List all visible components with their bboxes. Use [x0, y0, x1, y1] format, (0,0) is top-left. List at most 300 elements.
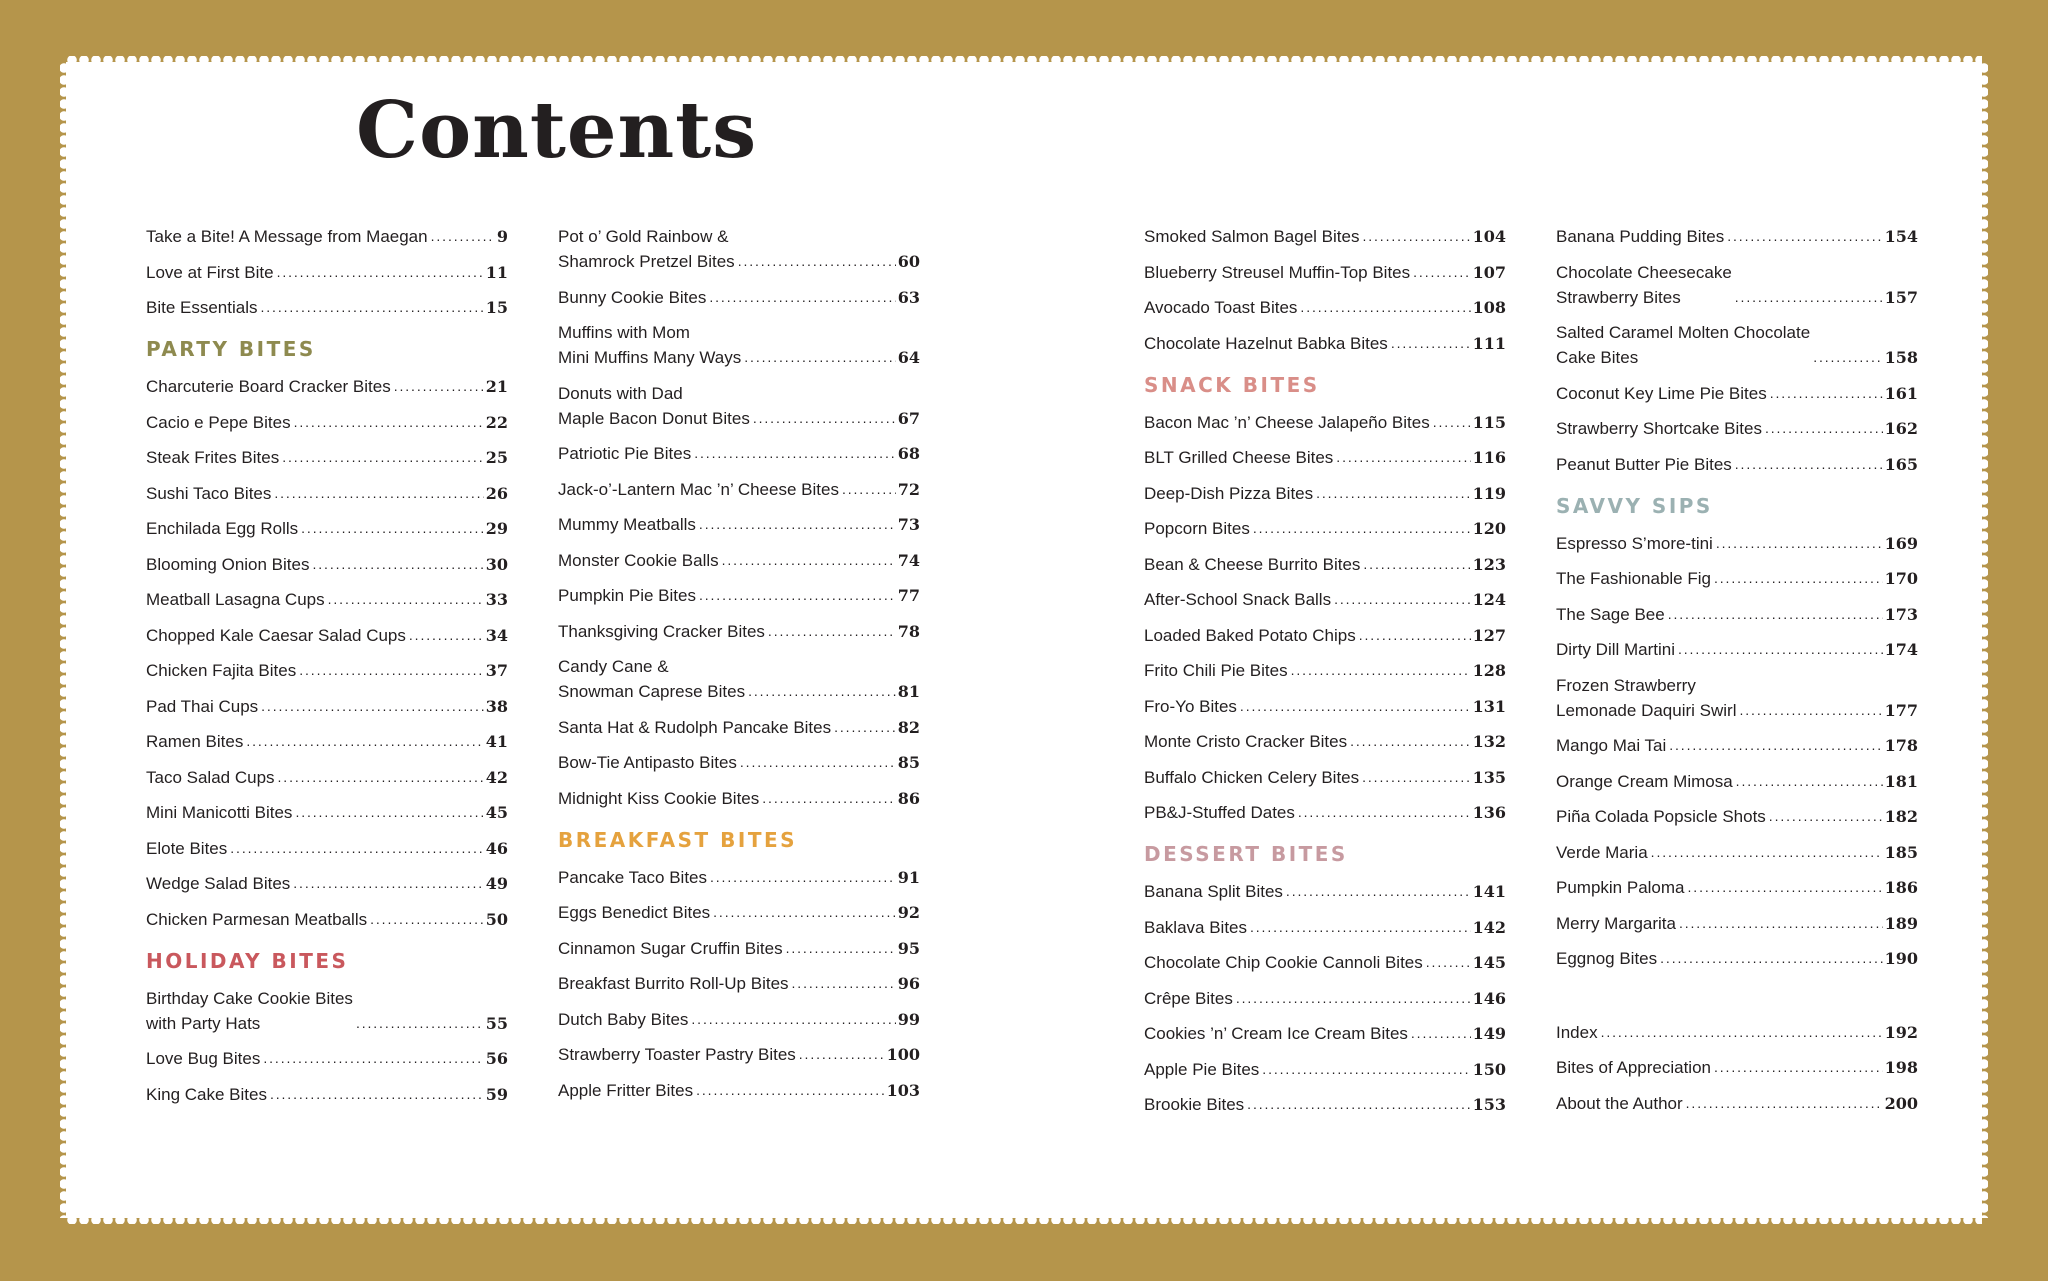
toc-entry-title	[1556, 416, 1762, 441]
toc-entry	[1144, 516, 1506, 541]
dot-leader	[842, 477, 896, 502]
toc-column-2	[558, 224, 920, 1113]
toc-entry-title-line: Wedge Salad Bites	[146, 874, 291, 893]
toc-entry-title	[558, 619, 765, 644]
toc-group-back-matter	[1556, 1020, 1918, 1116]
toc-entry-title	[558, 1078, 693, 1103]
toc-entry-page-number: 108	[1472, 298, 1506, 317]
toc-entry-title-line: Snowman Caprese Bites	[558, 682, 746, 701]
toc-entry	[1556, 602, 1918, 627]
toc-entry	[1144, 1057, 1506, 1082]
toc-entry-page-number: 141	[1472, 882, 1506, 901]
toc-entry	[558, 320, 920, 370]
toc-entry-title	[558, 900, 710, 925]
toc-entry-page-number: 107	[1472, 262, 1506, 282]
toc-entry-title	[1556, 875, 1685, 900]
toc-entry	[1144, 331, 1506, 356]
toc-entry-title-line: Elote Bites	[146, 838, 228, 858]
toc-entry	[558, 619, 920, 644]
toc-entry-title	[1144, 410, 1430, 435]
dot-leader	[1300, 295, 1470, 320]
toc-entry-page-number: 85	[897, 753, 920, 772]
toc-entry-title-line: Mango Mai Tai	[1556, 736, 1667, 755]
toc-entry-title	[146, 765, 275, 790]
toc-entry	[558, 477, 920, 502]
dot-leader	[261, 295, 484, 320]
toc-entry-page-number: 186	[1884, 878, 1918, 897]
dot-leader	[293, 871, 483, 896]
toc-entry-page-number: 45	[485, 803, 508, 822]
toc-entry-title-line: Frozen Strawberry	[1556, 675, 1696, 695]
dot-leader	[1735, 285, 1883, 310]
toc-entry	[146, 374, 508, 399]
toc-entry-title-line: Muffins with Mom	[558, 323, 690, 342]
toc-column-1	[146, 224, 508, 1117]
toc-entry	[146, 445, 508, 470]
toc-entry-page-number: 33	[485, 590, 508, 609]
toc-entry-title-line: Pumpkin Paloma	[1556, 878, 1685, 897]
dot-leader	[799, 1042, 885, 1067]
toc-entry-title-line: Cacio e Pepe Bites	[146, 412, 291, 432]
toc-group-snack	[1144, 410, 1506, 826]
toc-entry-title-line: Blueberry Streusel Muffin-Top Bites	[1144, 262, 1411, 282]
toc-entry-title	[1144, 516, 1250, 541]
section-heading-snack-bites: SNACK BITES	[1144, 372, 1320, 397]
dot-leader	[1688, 875, 1883, 900]
toc-entry-title-line: Coconut Key Lime Pie Bites	[1556, 383, 1767, 403]
toc-entry	[146, 295, 508, 320]
toc-entry	[1144, 1092, 1506, 1117]
toc-entry-title	[558, 786, 759, 811]
toc-entry-title	[1556, 452, 1732, 477]
dot-leader	[328, 587, 484, 612]
toc-entry-title	[558, 971, 789, 996]
toc-entry-title-line: Birthday Cake Cookie Bites	[146, 988, 353, 1008]
toc-entry-page-number: 72	[897, 479, 920, 499]
toc-entry	[1556, 531, 1918, 556]
toc-entry	[1556, 381, 1918, 406]
toc-entry	[558, 971, 920, 996]
toc-entry-title-line: Avocado Toast Bites	[1144, 298, 1298, 317]
toc-entry-title-line: Cinnamon Sugar Cruffin Bites	[558, 938, 783, 958]
toc-entry-page-number: 182	[1884, 807, 1918, 826]
toc-entry	[558, 715, 920, 740]
toc-entry	[1144, 224, 1506, 249]
toc-entry	[558, 900, 920, 925]
toc-entry-title-line: Bunny Cookie Bites	[558, 287, 707, 307]
toc-entry-title	[1144, 729, 1347, 754]
toc-entry	[1144, 915, 1506, 940]
toc-entry-title-line: Bite Essentials	[146, 298, 258, 317]
dot-leader	[1247, 1092, 1470, 1117]
toc-entry-page-number: 63	[897, 287, 920, 307]
toc-entry-title-line: King Cake Bites	[146, 1084, 267, 1104]
toc-group-sips	[1556, 531, 1918, 972]
toc-group-holiday-cont	[558, 224, 920, 811]
toc-entry-title	[146, 445, 279, 470]
toc-entry-title	[146, 623, 406, 648]
toc-entry	[558, 654, 920, 704]
dot-leader	[744, 345, 895, 370]
toc-entry-title-line: Monster Cookie Balls	[558, 550, 719, 570]
toc-entry-title	[1144, 950, 1423, 975]
toc-entry-title	[1144, 658, 1288, 683]
toc-entry-page-number: 111	[1472, 333, 1506, 353]
toc-entry-title-line: Apple Fritter Bites	[558, 1080, 694, 1100]
toc-entry	[146, 410, 508, 435]
toc-entry-page-number: 25	[485, 448, 508, 467]
dot-leader	[1679, 911, 1883, 936]
toc-entry-title-line: Fro-Yo Bites	[1144, 696, 1237, 716]
dot-leader	[301, 516, 484, 541]
toc-entry-title	[146, 224, 428, 249]
toc-entry-title-line: Mummy Meatballs	[558, 515, 696, 534]
toc-entry	[1556, 637, 1918, 662]
dot-leader	[834, 715, 896, 740]
toc-entry-title	[558, 441, 691, 466]
dot-leader	[1336, 445, 1470, 470]
toc-entry-title	[558, 936, 783, 961]
toc-entry-title	[146, 986, 353, 1036]
toc-entry-title-line: Crêpe Bites	[1144, 988, 1233, 1008]
section-spacer	[1556, 982, 1918, 1020]
scalloped-edge-top	[66, 56, 1982, 64]
toc-entry-page-number: 29	[485, 519, 508, 538]
toc-entry-title-line: Blooming Onion Bites	[146, 554, 310, 574]
toc-entry	[146, 907, 508, 932]
toc-entry-page-number: 149	[1472, 1024, 1506, 1043]
dot-leader	[1770, 381, 1883, 406]
toc-entry-title-line: Meatball Lasagna Cups	[146, 590, 325, 609]
dot-leader	[1240, 694, 1471, 719]
toc-entry-title-line: After-School Snack Balls	[1144, 590, 1332, 609]
toc-entry-title	[146, 658, 296, 683]
dot-leader	[786, 936, 896, 961]
toc-entry-title-line: Chicken Parmesan Meatballs	[146, 909, 368, 929]
toc-entry	[1144, 800, 1506, 825]
toc-entry-title	[558, 224, 735, 274]
toc-entry-page-number: 146	[1472, 988, 1506, 1008]
toc-entry-title-line: Take a Bite! A Message from Maegan	[146, 227, 428, 246]
dot-leader	[1391, 331, 1471, 356]
toc-group-party	[146, 374, 508, 932]
toc-entry-title-line: Merry Margarita	[1556, 913, 1676, 933]
toc-entry-page-number: 115	[1472, 412, 1506, 432]
toc-entry-title-line: Banana Pudding Bites	[1556, 227, 1725, 246]
section-heading-holiday-bites: HOLIDAY BITES	[146, 948, 349, 973]
dot-leader	[1363, 552, 1470, 577]
toc-entry	[558, 583, 920, 608]
toc-group-dessert	[1144, 879, 1506, 1117]
dot-leader	[230, 836, 483, 861]
toc-entry-title-line: Bow-Tie Antipasto Bites	[558, 753, 737, 772]
toc-column-4	[1556, 224, 1918, 1126]
toc-group-breakfast-cont	[1144, 224, 1506, 356]
dot-leader	[246, 729, 483, 754]
toc-entry	[1556, 224, 1918, 249]
toc-entry-title	[1556, 224, 1724, 249]
toc-entry-title	[1556, 1091, 1683, 1116]
toc-entry-page-number: 104	[1472, 227, 1506, 246]
toc-entry-page-number: 200	[1884, 1093, 1918, 1113]
toc-entry-title-line: Cake Bites	[1556, 348, 1639, 367]
toc-entry-page-number: 154	[1884, 227, 1918, 246]
toc-entry	[146, 658, 508, 683]
toc-entry-title	[1144, 1092, 1244, 1117]
toc-entry	[1556, 840, 1918, 865]
dot-leader	[1411, 1021, 1471, 1046]
dot-leader	[1413, 260, 1470, 285]
toc-entry-title-line: Maple Bacon Donut Bites	[558, 408, 750, 428]
toc-entry-title	[146, 694, 258, 719]
toc-entry-title	[558, 583, 696, 608]
toc-entry-title-line: Smoked Salmon Bagel Bites	[1144, 227, 1360, 246]
toc-entry	[1556, 260, 1918, 310]
toc-entry-title	[558, 865, 707, 890]
toc-entry-page-number: 192	[1884, 1022, 1918, 1042]
toc-entry-page-number: 73	[897, 515, 920, 534]
toc-entry	[146, 552, 508, 577]
toc-entry	[1144, 694, 1506, 719]
toc-entry-title	[1144, 587, 1331, 612]
toc-entry-page-number: 55	[485, 1013, 508, 1033]
toc-entry-title	[146, 295, 258, 320]
toc-entry-title-line: Strawberry Bites	[1556, 287, 1681, 307]
toc-entry-title-line: Dutch Baby Bites	[558, 1009, 689, 1029]
toc-entry-title-line: PB&J-Stuffed Dates	[1144, 803, 1295, 822]
toc-entry	[1144, 295, 1506, 320]
toc-entry-title-line: Santa Hat & Rudolph Pancake Bites	[558, 717, 832, 737]
toc-entry-title	[1144, 445, 1333, 470]
toc-entry	[146, 986, 508, 1036]
toc-entry-page-number: 120	[1472, 519, 1506, 538]
toc-entry-page-number: 124	[1472, 590, 1506, 609]
toc-entry-page-number: 145	[1472, 953, 1506, 972]
toc-entry-title	[1144, 986, 1233, 1011]
toc-entry	[1144, 552, 1506, 577]
toc-entry	[1144, 729, 1506, 754]
toc-entry-title-line: Popcorn Bites	[1144, 519, 1250, 538]
toc-entry-page-number: 92	[897, 903, 920, 922]
toc-entry	[1144, 950, 1506, 975]
toc-entry	[146, 481, 508, 506]
toc-entry-title-line: Buffalo Chicken Celery Bites	[1144, 767, 1360, 787]
dot-leader	[1660, 946, 1882, 971]
toc-entry-title-line: Pancake Taco Bites	[558, 867, 707, 887]
section-heading-breakfast-bites: BREAKFAST BITES	[558, 827, 798, 852]
toc-entry-title-line: Deep-Dish Pizza Bites	[1144, 483, 1314, 503]
dot-leader	[1250, 915, 1471, 940]
toc-entry-page-number: 22	[485, 412, 508, 432]
dot-leader	[1362, 224, 1470, 249]
toc-entry-title-line: Cookies ’n’ Cream Ice Cream Bites	[1144, 1024, 1408, 1043]
toc-entry-page-number: 68	[897, 444, 920, 463]
toc-entry-page-number: 9	[496, 227, 508, 246]
toc-entry	[1556, 1020, 1918, 1045]
toc-entry-title	[1144, 331, 1388, 356]
toc-entry-title-line: Chocolate Cheesecake	[1556, 262, 1732, 282]
toc-entry-title-line: Strawberry Shortcake Bites	[1556, 419, 1762, 438]
dot-leader	[699, 512, 896, 537]
toc-entry-title-line: Loaded Baked Potato Chips	[1144, 625, 1356, 645]
toc-entry-page-number: 38	[485, 696, 508, 716]
dot-leader	[1668, 602, 1883, 627]
toc-entry-page-number: 74	[897, 550, 920, 570]
dot-leader	[1765, 416, 1883, 441]
dot-leader	[263, 1046, 483, 1071]
toc-entry-title	[1556, 566, 1711, 591]
toc-entry-title-line: Chocolate Hazelnut Babka Bites	[1144, 333, 1388, 353]
toc-entry-title-line: Chocolate Chip Cookie Cannoli Bites	[1144, 953, 1423, 972]
dot-leader	[1735, 452, 1883, 477]
toc-entry	[558, 285, 920, 310]
toc-entry	[1556, 733, 1918, 758]
dot-leader	[294, 410, 484, 435]
toc-entry-title	[1556, 602, 1665, 627]
dot-leader	[694, 441, 896, 466]
toc-entry-title	[558, 1007, 688, 1032]
toc-entry	[146, 729, 508, 754]
dot-leader	[768, 619, 896, 644]
dot-leader	[282, 445, 484, 470]
toc-entry	[1556, 804, 1918, 829]
toc-entry	[1556, 875, 1918, 900]
dot-leader	[1262, 1057, 1470, 1082]
toc-entry	[1144, 587, 1506, 612]
toc-entry-page-number: 96	[897, 974, 920, 993]
toc-entry-page-number: 169	[1884, 533, 1918, 553]
toc-entry-title-line: Brookie Bites	[1144, 1095, 1245, 1114]
toc-entry-title	[146, 1082, 267, 1107]
toc-entry	[1144, 765, 1506, 790]
dot-leader	[370, 907, 484, 932]
dot-leader	[1714, 1055, 1883, 1080]
dot-leader	[696, 1078, 884, 1103]
toc-entry	[1144, 658, 1506, 683]
toc-entry-page-number: 198	[1884, 1058, 1918, 1077]
toc-entry-page-number: 86	[897, 788, 920, 808]
toc-entry-title	[1556, 911, 1676, 936]
toc-entry	[558, 1042, 920, 1067]
dot-leader	[699, 583, 896, 608]
toc-entry-title-line: Orange Cream Mimosa	[1556, 771, 1733, 791]
toc-entry-title	[1144, 879, 1283, 904]
toc-entry-title-line: Verde Maria	[1556, 842, 1648, 862]
toc-entry-title-line: Bites of Appreciation	[1556, 1058, 1711, 1077]
toc-entry-title	[1144, 224, 1359, 249]
toc-entry-page-number: 162	[1884, 419, 1918, 438]
toc-entry-page-number: 100	[886, 1045, 920, 1064]
toc-entry-title	[1144, 765, 1359, 790]
toc-entry	[558, 1078, 920, 1103]
page-title: Contents	[356, 85, 758, 176]
toc-entry-page-number: 81	[897, 682, 920, 701]
toc-entry	[146, 871, 508, 896]
toc-entry-title	[558, 477, 839, 502]
toc-entry-page-number: 116	[1472, 448, 1506, 467]
toc-entry-page-number: 26	[485, 483, 508, 503]
toc-entry	[558, 441, 920, 466]
toc-entry-title-line: Eggs Benedict Bites	[558, 903, 711, 922]
toc-entry-title-line: Ramen Bites	[146, 732, 244, 751]
toc-entry-page-number: 11	[485, 262, 508, 282]
toc-entry-page-number: 95	[897, 938, 920, 958]
toc-entry-page-number: 50	[485, 909, 508, 929]
dot-leader	[709, 285, 895, 310]
toc-entry-title-line: The Fashionable Fig	[1556, 569, 1711, 588]
toc-entry-title	[1144, 915, 1247, 940]
toc-entry-title-line: Apple Pie Bites	[1144, 1059, 1260, 1079]
toc-entry-title	[558, 750, 737, 775]
toc-entry-title	[558, 512, 696, 537]
toc-entry-page-number: 177	[1884, 700, 1918, 720]
toc-entry	[146, 623, 508, 648]
toc-entry-title-line: Patriotic Pie Bites	[558, 444, 692, 463]
toc-entry	[146, 260, 508, 285]
toc-entry	[1144, 1021, 1506, 1046]
dot-leader	[1433, 410, 1471, 435]
toc-entry-title-line: Lemonade Daquiri Swirl	[1556, 700, 1737, 720]
toc-entry-page-number: 127	[1472, 625, 1506, 645]
dot-leader	[1291, 658, 1471, 683]
toc-entry-title	[558, 654, 745, 704]
toc-entry-title	[146, 410, 291, 435]
toc-entry-title-line: Chicken Fajita Bites	[146, 661, 297, 680]
toc-column-3	[1144, 224, 1506, 1128]
toc-entry-title-line: Love Bug Bites	[146, 1049, 261, 1068]
toc-entry	[558, 224, 920, 274]
toc-entry	[1556, 566, 1918, 591]
scalloped-edge-right	[1980, 62, 1988, 1218]
dot-leader	[278, 765, 484, 790]
dot-leader	[277, 260, 484, 285]
dot-leader	[1601, 1020, 1883, 1045]
toc-entry	[1556, 946, 1918, 971]
toc-entry-title-line: Shamrock Pretzel Bites	[558, 252, 735, 271]
toc-entry-title-line: Taco Salad Cups	[146, 767, 275, 787]
toc-entry-title	[1556, 769, 1733, 794]
dot-leader	[299, 658, 484, 683]
toc-entry-page-number: 103	[886, 1080, 920, 1100]
toc-entry	[146, 1046, 508, 1071]
dot-leader	[261, 694, 484, 719]
toc-entry-title	[146, 907, 367, 932]
toc-entry-title	[558, 715, 831, 740]
dot-leader	[1716, 531, 1883, 556]
toc-entry	[146, 1082, 508, 1107]
toc-entry-title-line: Chopped Kale Caesar Salad Cups	[146, 625, 406, 645]
toc-entry-page-number: 49	[485, 874, 508, 893]
toc-entry-title	[1556, 637, 1675, 662]
dot-leader	[409, 623, 484, 648]
toc-entry	[558, 750, 920, 775]
toc-group-holiday	[146, 986, 508, 1107]
toc-entry-title	[1556, 320, 1810, 370]
toc-entry	[146, 224, 508, 249]
toc-entry-title-line: Steak Frites Bites	[146, 448, 280, 467]
toc-entry-page-number: 142	[1472, 917, 1506, 937]
dot-leader	[792, 971, 896, 996]
toc-entry-title-line: Candy Cane &	[558, 657, 669, 676]
dot-leader	[722, 548, 896, 573]
toc-entry-title-line: Enchilada Egg Rolls	[146, 519, 299, 538]
dot-leader	[691, 1007, 895, 1032]
toc-entry-title-line: Jack-o’-Lantern Mac ’n’ Cheese Bites	[558, 479, 839, 499]
dot-leader	[1669, 733, 1882, 758]
toc-entry	[146, 836, 508, 861]
toc-entry-title-line: Monte Cristo Cracker Bites	[1144, 732, 1348, 751]
toc-entry-title-line: Strawberry Toaster Pastry Bites	[558, 1045, 796, 1064]
